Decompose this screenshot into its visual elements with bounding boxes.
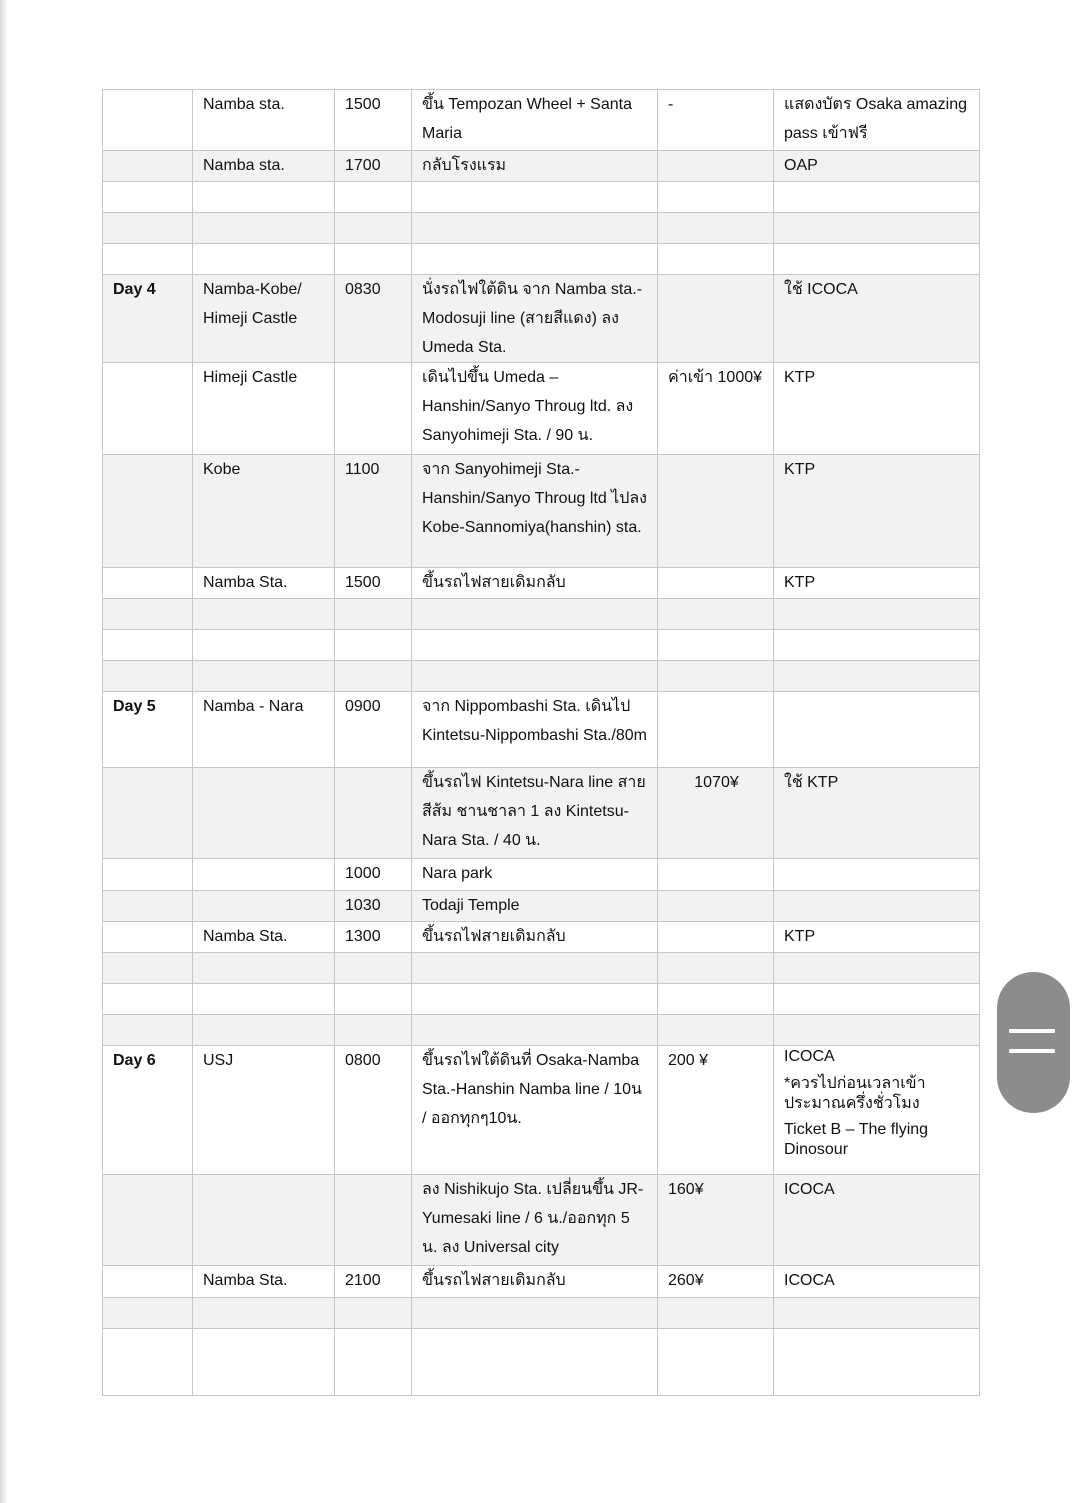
cell-day (103, 1015, 193, 1046)
cell-note (774, 244, 980, 275)
table-row (103, 859, 980, 891)
cell-place (193, 661, 335, 692)
table-row (103, 90, 980, 151)
cell-activity (412, 1329, 658, 1396)
cell-note (774, 984, 980, 1015)
cell-note: แสดงบัตร Osaka amazing pass เข้าฟรี (774, 90, 980, 151)
cell-cost (658, 1015, 774, 1046)
cell-time: 0830 (335, 275, 412, 363)
cell-activity (412, 182, 658, 213)
cell-activity (412, 244, 658, 275)
table-row (103, 275, 980, 363)
cell-place (193, 891, 335, 922)
cell-time (335, 630, 412, 661)
cell-place (193, 1298, 335, 1329)
cell-day (103, 455, 193, 568)
cell-place: Namba Sta. (193, 1266, 335, 1298)
cell-place (193, 244, 335, 275)
cell-note (774, 1015, 980, 1046)
cell-day (103, 922, 193, 953)
cell-time (335, 363, 412, 455)
cell-place (193, 213, 335, 244)
cell-day (103, 891, 193, 922)
cell-day (103, 244, 193, 275)
cell-time (335, 244, 412, 275)
cell-cost (658, 692, 774, 768)
cell-activity: กลับโรงแรม (412, 151, 658, 182)
cell-time (335, 599, 412, 630)
cell-day (103, 90, 193, 151)
table-row (103, 922, 980, 953)
cell-time (335, 1298, 412, 1329)
cell-place: USJ (193, 1046, 335, 1175)
table-row (103, 599, 980, 630)
cell-note (774, 1298, 980, 1329)
table-row (103, 244, 980, 275)
cell-time: 0900 (335, 692, 412, 768)
cell-time: 1700 (335, 151, 412, 182)
cell-place (193, 953, 335, 984)
cell-day (103, 363, 193, 455)
cell-place: Namba sta. (193, 151, 335, 182)
cell-place (193, 768, 335, 859)
cell-note: KTP (774, 922, 980, 953)
table-row (103, 182, 980, 213)
cell-note (774, 213, 980, 244)
table-row (103, 363, 980, 455)
table-row (103, 1175, 980, 1266)
cell-day (103, 1329, 193, 1396)
cell-note (774, 859, 980, 891)
cell-place (193, 599, 335, 630)
itinerary-body (103, 90, 980, 1396)
cell-cost (658, 599, 774, 630)
note-extra-line: Ticket B – The flying Dinosour (784, 1121, 929, 1158)
cell-activity (412, 984, 658, 1015)
cell-time (335, 953, 412, 984)
cell-time (335, 768, 412, 859)
table-row (103, 984, 980, 1015)
cell-activity: ขึ้นรถไฟสายเดิมกลับ (412, 1266, 658, 1298)
cell-cost (658, 244, 774, 275)
cell-time: 1500 (335, 90, 412, 151)
cell-activity (412, 953, 658, 984)
cell-day (103, 953, 193, 984)
cell-note (774, 182, 980, 213)
cell-activity: จาก Sanyohimeji Sta.- Hanshin/Sanyo Throug ltd ไปลง Kobe-Sannomiya(hanshin) sta. (412, 455, 658, 568)
cell-time (335, 1015, 412, 1046)
cell-place (193, 984, 335, 1015)
cell-time (335, 182, 412, 213)
cell-cost (658, 213, 774, 244)
table-row (103, 568, 980, 599)
cell-day: Day 6 (103, 1046, 193, 1175)
cell-day (103, 768, 193, 859)
cell-activity: ขึ้น Tempozan Wheel + Santa Maria (412, 90, 658, 151)
cell-cost: 260¥ (658, 1266, 774, 1298)
cell-activity (412, 661, 658, 692)
cell-cost: 160¥ (658, 1175, 774, 1266)
cell-activity: เดินไปขึ้น Umeda – Hanshin/Sanyo Throug ltd. ลง Sanyohimeji Sta. / 90 น. (412, 363, 658, 455)
cell-place (193, 182, 335, 213)
cell-cost (658, 630, 774, 661)
cell-activity: Todaji Temple (412, 891, 658, 922)
cell-day (103, 630, 193, 661)
cell-cost (658, 275, 774, 363)
cell-time: 2100 (335, 1266, 412, 1298)
cell-activity: ลง Nishikujo Sta. เปลี่ยนขึ้น JR-Yumesaki line / 6 น./ออกทุก 5 น. ลง Universal city (412, 1175, 658, 1266)
cell-note: ใช้ KTP (774, 768, 980, 859)
cell-cost (658, 151, 774, 182)
table-row (103, 1298, 980, 1329)
cell-note: KTP (774, 363, 980, 455)
cell-cost (658, 1298, 774, 1329)
table-row (103, 630, 980, 661)
cell-activity (412, 213, 658, 244)
cell-note (774, 1329, 980, 1396)
cell-note: ICOCA (774, 1175, 980, 1266)
cell-place (193, 1175, 335, 1266)
cell-note: OAP (774, 151, 980, 182)
cell-time (335, 1175, 412, 1266)
cell-time: 1000 (335, 859, 412, 891)
table-row (103, 661, 980, 692)
cell-place: Namba Sta. (193, 922, 335, 953)
table-row (103, 891, 980, 922)
cell-note (774, 630, 980, 661)
cell-note: ICOCA (774, 1266, 980, 1298)
cell-place (193, 1015, 335, 1046)
cell-cost: 200 ¥ (658, 1046, 774, 1175)
cell-activity (412, 599, 658, 630)
table-row (103, 692, 980, 768)
cell-day (103, 1298, 193, 1329)
cell-cost (658, 1329, 774, 1396)
cell-day (103, 599, 193, 630)
cell-activity: จาก Nippombashi Sta. เดินไป Kintetsu-Nippombashi Sta./80m (412, 692, 658, 768)
table-row (103, 953, 980, 984)
cell-place: Namba Sta. (193, 568, 335, 599)
cell-day (103, 984, 193, 1015)
cell-day (103, 661, 193, 692)
cell-place (193, 1329, 335, 1396)
cell-cost (658, 859, 774, 891)
cell-cost (658, 455, 774, 568)
cell-cost: - (658, 90, 774, 151)
cell-note (774, 599, 980, 630)
cell-cost: ค่าเข้า 1000¥ (658, 363, 774, 455)
cell-day (103, 568, 193, 599)
cell-cost (658, 922, 774, 953)
table-row (103, 1015, 980, 1046)
cell-day: Day 4 (103, 275, 193, 363)
cell-activity: ขึ้นรถไฟใต้ดินที่ Osaka-Namba Sta.-Hanshin Namba line / 10น / ออกทุกๆ10น. (412, 1046, 658, 1175)
table-row (103, 1329, 980, 1396)
cell-activity: ขึ้นรถไฟ Kintetsu-Nara line สายสีส้ม ชานชาลา 1 ลง Kintetsu-Nara Sta. / 40 น. (412, 768, 658, 859)
cell-activity (412, 630, 658, 661)
cell-day (103, 151, 193, 182)
cell-day (103, 1266, 193, 1298)
cell-place: Namba sta. (193, 90, 335, 151)
cell-time: 1500 (335, 568, 412, 599)
cell-place: Himeji Castle (193, 363, 335, 455)
cell-activity: Nara park (412, 859, 658, 891)
note-extra-line: *ควรไปก่อนเวลาเข้าประมาณครึ่งชั่วโมง (784, 1075, 926, 1112)
cell-place: Namba-Kobe/ Himeji Castle (193, 275, 335, 363)
cell-day: Day 5 (103, 692, 193, 768)
cell-note (774, 661, 980, 692)
cell-cost (658, 661, 774, 692)
cell-time: 1030 (335, 891, 412, 922)
cell-cost (658, 891, 774, 922)
table-row (103, 213, 980, 244)
cell-place: Kobe (193, 455, 335, 568)
cell-activity (412, 1015, 658, 1046)
cell-time (335, 984, 412, 1015)
table-row (103, 768, 980, 859)
cell-time: 0800 (335, 1046, 412, 1175)
cell-activity: นั่งรถไฟใต้ดิน จาก Namba sta.-Modosuji line (สายสีแดง) ลง Umeda Sta. (412, 275, 658, 363)
cell-time (335, 213, 412, 244)
table-row (103, 1046, 980, 1175)
cell-cost: 1070¥ (658, 768, 774, 859)
cell-time: 1300 (335, 922, 412, 953)
table-row (103, 1266, 980, 1298)
cell-cost (658, 953, 774, 984)
cell-place: Namba - Nara (193, 692, 335, 768)
cell-place (193, 630, 335, 661)
cell-time (335, 1329, 412, 1396)
cell-note (774, 692, 980, 768)
cell-activity (412, 1298, 658, 1329)
cell-cost (658, 984, 774, 1015)
cell-day (103, 859, 193, 891)
table-row (103, 151, 980, 182)
cell-day (103, 1175, 193, 1266)
cell-activity: ขึ้นรถไฟสายเดิมกลับ (412, 922, 658, 953)
table-row (103, 455, 980, 568)
itinerary-table (102, 89, 980, 1396)
cell-day (103, 213, 193, 244)
cell-cost (658, 568, 774, 599)
cell-cost (658, 182, 774, 213)
cell-note: ใช้ ICOCA (774, 275, 980, 363)
page-edge-shadow (0, 0, 6, 1503)
cell-place (193, 859, 335, 891)
cell-note: ICOCA *ควรไปก่อนเวลาเข้าประมาณครึ่งชั่วโมง Ticket B – The flying Dinosour (774, 1046, 980, 1175)
cell-note: KTP (774, 568, 980, 599)
cell-time: 1100 (335, 455, 412, 568)
menu-button[interactable] (997, 972, 1070, 1113)
cell-day (103, 182, 193, 213)
cell-note (774, 953, 980, 984)
cell-note (774, 891, 980, 922)
cell-time (335, 661, 412, 692)
cell-activity: ขึ้นรถไฟสายเดิมกลับ (412, 568, 658, 599)
cell-note: KTP (774, 455, 980, 568)
